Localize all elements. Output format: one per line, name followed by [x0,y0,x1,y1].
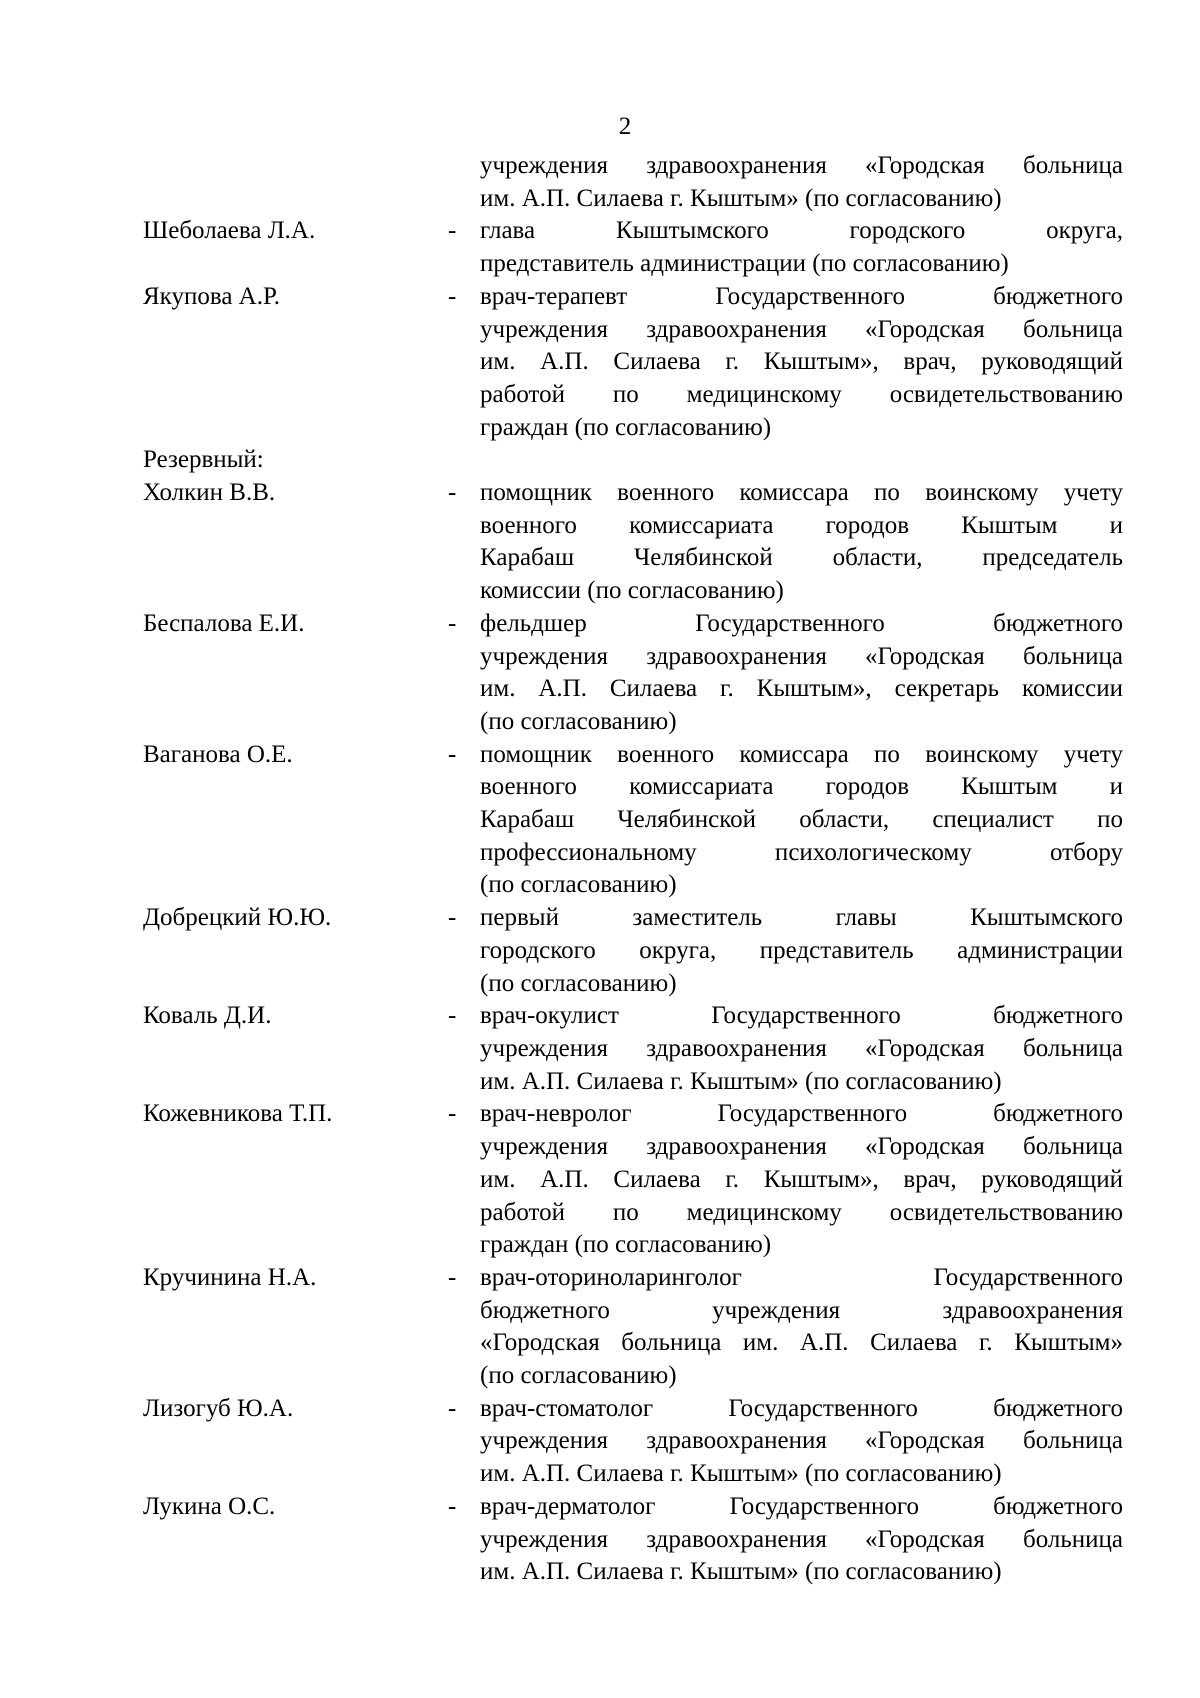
member-entry [143,1262,1123,1393]
member-entry [143,477,1123,608]
description-line: профессиональному психологическому отбору [480,838,1123,866]
description-line: врач-оториноларинголог Государственного [480,1263,1123,1291]
member-entry [143,1098,1123,1262]
description-line: им. А.П. Силаева г. Кыштым», врач, руководящий [480,348,1123,376]
member-name: Коваль Д.И. [143,1002,272,1030]
description-line: (по согласованию) [480,1362,677,1390]
description-line: (по согласованию) [480,707,677,735]
member-name: Лукина О.С. [143,1492,276,1520]
description-line: граждан (по согласованию) [480,1231,772,1259]
description-line: им. А.П. Силаева г. Кыштым» (по согласованию) [480,1460,1002,1488]
member-entry [143,281,1123,445]
description-line: представитель администрации (по согласованию) [480,250,1009,278]
member-dash: - [448,1002,457,1030]
description-line: помощник военного комиссара по воинскому учету [480,740,1123,768]
member-name: Добрецкий Ю.Ю. [143,904,332,932]
description-line: (по согласованию) [480,969,677,997]
member-dash: - [448,1263,457,1291]
description-line: врач-дерматолог Государственного бюджетного [480,1492,1123,1520]
member-name: Холкин В.В. [143,479,276,507]
member-entry [143,215,1123,280]
description-line: им. А.П. Силаева г. Кыштым», врач, руководящий [480,1165,1123,1193]
description-line: глава Кыштымского городского округа, [480,217,1123,245]
member-name: Беспалова Е.И. [143,609,305,637]
description-line: граждан (по согласованию) [480,413,772,441]
description-line: городского округа, представитель администрации [480,936,1123,964]
member-entry [143,1393,1123,1491]
member-description [480,902,1123,1000]
description-line: им. А.П. Силаева г. Кыштым» (по согласованию) [480,184,1002,212]
description-line: учреждения здравоохранения «Городская больница [480,1034,1123,1062]
description-line: врач-окулист Государственного бюджетного [480,1002,1123,1030]
page-number: 2 [618,113,632,140]
member-description [480,215,1123,280]
description-line: учреждения здравоохранения «Городская больница [480,152,1123,179]
description-line: врач-невролог Государственного бюджетного [480,1100,1123,1128]
member-name: Якупова А.Р. [143,282,280,310]
description-line: фельдшер Государственного бюджетного [480,609,1123,637]
description-line: Карабаш Челябинской области, председатель [480,544,1123,572]
member-dash: - [448,609,457,637]
member-name: Ваганова О.Е. [143,740,293,768]
reserve-members-list [143,477,1123,1589]
member-name: Кожевникова Т.П. [143,1100,333,1128]
member-description [480,1098,1123,1262]
description-line: первый заместитель главы Кыштымского [480,904,1123,932]
entry-description [480,150,1123,215]
description-line: (по согласованию) [480,871,677,899]
description-line: военного комиссариата городов Кыштым и [480,773,1123,801]
description-line: работой по медицинскому освидетельствованию [480,380,1123,408]
member-entry [143,739,1123,903]
continuation-entry [143,150,1123,215]
member-dash: - [448,740,457,768]
member-description [480,1262,1123,1393]
member-dash: - [448,1100,457,1128]
member-entry [143,608,1123,739]
member-dash: - [448,479,457,507]
description-line: учреждения здравоохранения «Городская больница [480,315,1123,343]
reserve-label: Резервный: [143,446,264,474]
description-line: врач-стоматолог Государственного бюджетного [480,1394,1123,1422]
member-entry [143,1491,1123,1589]
member-description [480,477,1123,608]
member-description [480,281,1123,445]
member-description [480,608,1123,739]
member-entry [143,1000,1123,1098]
member-dash: - [448,904,457,932]
description-line: учреждения здравоохранения «Городская больница [480,1525,1123,1553]
description-line: «Городская больница им. А.П. Силаева г. Кыштым» [480,1329,1123,1357]
reserve-section-header [143,444,1123,477]
member-name: Шеболаева Л.А. [143,217,316,245]
main-members-list [143,215,1123,444]
description-line: им. А.П. Силаева г. Кыштым» (по согласованию) [480,1067,1002,1095]
member-dash: - [448,217,457,245]
description-line: помощник военного комиссара по воинскому учету [480,479,1123,507]
description-line: учреждения здравоохранения «Городская больница [480,642,1123,670]
member-name: Лизогуб Ю.А. [143,1394,294,1422]
member-description [480,739,1123,903]
description-line: бюджетного учреждения здравоохранения [480,1296,1123,1324]
description-line: учреждения здравоохранения «Городская больница [480,1427,1123,1455]
description-line: им. А.П. Силаева г. Кыштым» (по согласованию) [480,1558,1002,1586]
description-line: врач-терапевт Государственного бюджетного [480,282,1123,310]
commission-list [143,150,1123,1589]
member-description [480,1491,1123,1589]
description-line: военного комиссариата городов Кыштым и [480,511,1123,539]
member-dash: - [448,1394,457,1422]
description-line: учреждения здравоохранения «Городская больница [480,1133,1123,1161]
description-line: Карабаш Челябинской области, специалист по [480,806,1123,834]
member-description [480,1393,1123,1491]
description-line: работой по медицинскому освидетельствованию [480,1198,1123,1226]
member-dash: - [448,1492,457,1520]
member-dash: - [448,282,457,310]
member-entry [143,902,1123,1000]
member-name: Кручинина Н.А. [143,1263,317,1291]
description-line: им. А.П. Силаева г. Кыштым», секретарь комиссии [480,675,1123,703]
description-line: комиссии (по согласованию) [480,577,784,605]
member-description [480,1000,1123,1098]
